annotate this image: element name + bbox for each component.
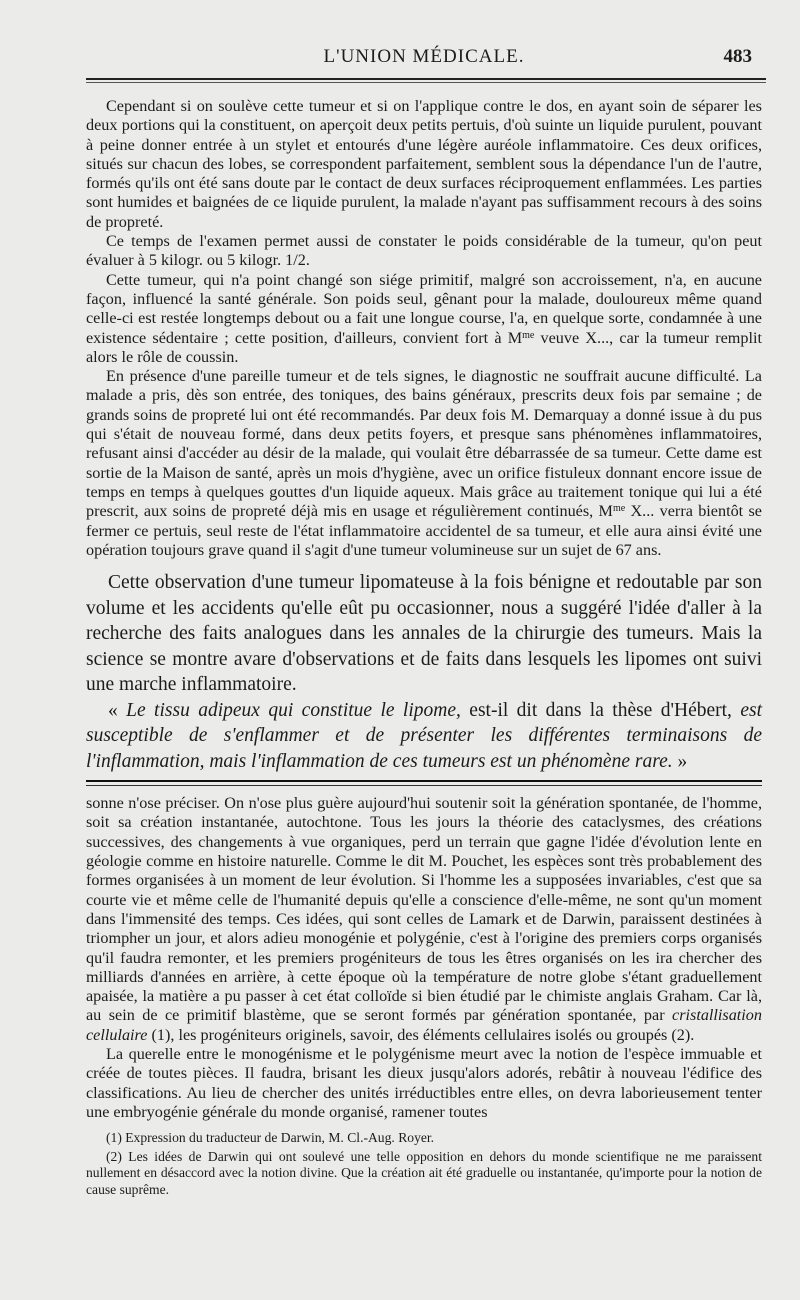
divider-line xyxy=(86,785,762,786)
footnote: (2) Les idées de Darwin qui ont soulevé une telle opposition en dehors du monde scientifique ne me paraissent nullement en désaccord avec la notion divine. Que la création ait été graduelle ou instantanée, qu'importe pour la notion de cause suprême. xyxy=(86,1148,762,1197)
feuilleton-text xyxy=(86,794,762,1122)
commentary-text xyxy=(86,570,762,774)
paragraph-text: veuve X..., car la tumeur remplit alors le rôle de coussin. xyxy=(86,328,762,366)
quote-italic: est susceptible de s'enflammer et de présenter les différentes terminaisons de l'inflammation, mais l'inflammation de ces tumeurs est un phénomène rare. xyxy=(86,699,763,772)
paragraph-text: X... verra bientôt se xyxy=(625,502,762,521)
italic-term: cristallisation cellulaire xyxy=(86,1006,762,1044)
paragraph: Cependant si on soulève cette tumeur et si on l'applique contre le dos, en ayant soin de séparer les deux portions qui la constituent, on aperçoit deux petits pertuis, d'où suinte un liquide purulent, pouvant à peine donner entrée à un stylet et entourés d'une légère auréole inflammatoire. Ces deux orifices, situés sur chacun des lobes, se correspondent parfaitement, semblent sous la dépendance l'un de l'autre, formés qu'ils ont été sans doute par le contact de deux surfaces réciproquement enflammées. Les parties sont humides et baignées de ce liquide purulent, la malade n'ayant pas suffisamment recours à des soins de propreté. xyxy=(86,97,762,231)
paragraph xyxy=(86,794,762,1045)
running-head xyxy=(86,0,762,78)
paragraph-text: sonne n'ose préciser. On n'ose plus guère aujourd'hui soutenir soit la génération spontanée, de l'homme, soit sa création instantanée, autochtone. Tous les jours la théorie des cataclysmes, des créations successives, des changements à vue organiques, perd un terrain que gagne l'idée d'évolution lente en géologie comme en histoire naturelle. Comme le dit M. Pouchet, les espèces sont très probablement des formes organisées à un moment de leur évolution. Si l'homme les a supposées invariables, c'est que sa courte vie et même celle de l'humanité depuis qu'elle a conscience d'elle-même, ne sont qu'un moment dans l'immensité des temps. Ces idées, qui sont celles de Lamark et de Darwin, paraissent destinées à triompher un jour, et alors adieu monogénie et polygénie, c'est à l'origine des premiers corps organisés qu'il faudra remonter, et les premiers progéniteurs de tous les êtres organisés on les ira chercher des milliards d'années en arrière, à cette époque où la température de notre globe s'étant graduellement apaisée, la matière a pu passer à cet état colloïde si bien étudié par le chimiste anglais Graham. Car là, au sein de ce primitif blastème, que se seront formés par génération spontanée, par xyxy=(86,794,762,1025)
quote-text: est-il dit dans la thèse d'Hébert, xyxy=(460,699,741,721)
quote-italic: Le tissu adipeux qui constitue le lipome, xyxy=(126,699,461,721)
paragraph-text: (1), les progéniteurs originels, savoir, des éléments cellulaires isolés ou groupés (2). xyxy=(147,1025,695,1044)
superscript: me xyxy=(522,329,535,341)
section-divider xyxy=(86,780,762,786)
case-report-text xyxy=(86,97,762,560)
header-rule xyxy=(86,78,766,80)
paragraph: La querelle entre le monogénisme et le polygénisme meurt avec la notion de l'espèce immuable et créée de toutes pièces. Il faudra, brisant les dieux jusqu'alors adorés, rebâtir à nouveau l'édifice des classifications. Au lieu de chercher des unités irréductibles entre elles, on devra laborieusement tenter une embryogénie générale du monde organisé, ramener toutes xyxy=(86,1044,762,1121)
journal-title: L'UNION MÉDICALE. xyxy=(323,46,525,67)
quotation xyxy=(86,698,762,775)
footnote: (1) Expression du traducteur de Darwin, M. Cl.-Aug. Royer. xyxy=(106,1130,435,1146)
divider-line xyxy=(86,780,762,782)
paragraph: Cette observation d'une tumeur lipomateuse à la fois bénigne et redoutable par son volume et les accidents qu'elle eût pu occasionner, nous a suggéré l'idée d'aller à la recherche des faits analogues dans les annales de la chirurgie des tumeurs. Mais la science se montre avare d'observations et de faits dans lesquels les lipomes ont suivi une marche inflammatoire. xyxy=(86,572,762,696)
quote-mark: » xyxy=(672,750,688,772)
superscript: me xyxy=(612,503,626,515)
page-number: 483 xyxy=(723,46,752,67)
paragraph-text: fermer ce pertuis, seul reste de l'état inflammatoire accidentel de sa tumeur, et elle aura ainsi évité une opération toujours grave quand il s'agit d'une tumeur volumineuse sur un sujet de 67 ans. xyxy=(86,521,762,559)
paragraph-text: Cette tumeur, qui n'a point changé son siége primitif, malgré son accroissement, n'a, en aucune façon, influencé la santé générale. Son poids seul, gênant pour la malade, douloureux même quand celle-ci est restée longtemps debout ou a fait une longue course, l'a, en quelque sorte, condamnée à une existence sédentaire ; cette position, d'ailleurs, convient fort à M xyxy=(86,270,762,347)
quote-mark: « xyxy=(108,699,127,721)
paragraph xyxy=(86,271,762,367)
paragraph: Ce temps de l'examen permet aussi de constater le poids considérable de la tumeur, qu'on peut évaluer à 5 kilogr. ou 5 kilogr. 1/2. xyxy=(86,232,762,270)
footnotes xyxy=(86,1130,762,1198)
paragraph-text: En présence d'une pareille tumeur et de tels signes, le diagnostic ne souffrait aucune difficulté. La malade a pris, dès son entrée, des toniques, des bains généraux, prescrits deux fois par semaine ; de grands soins de propreté lui ont été recommandés. Par deux fois M. Demarquay a donné issue à du pus qui s'était de nouveau formé, dans deux petits foyers, et presque sans phénomènes inflammatoires, refusant ainsi d'accéder au désir de la malade, qui voulait être débarrassée de sa tumeur. Cette dame est sortie de la Maison de santé, après un mois d'hygiène, avec un orifice fistuleux donnant encore issue de temps en temps à quelques gouttes d'un liquide aqueux. Mais grâce au traitement tonique qui lui a été prescrit, aux soins de propreté déjà mis en usage et régulièrement continués, M xyxy=(86,367,762,521)
header-rule-thin xyxy=(86,82,766,83)
paragraph xyxy=(86,367,762,560)
